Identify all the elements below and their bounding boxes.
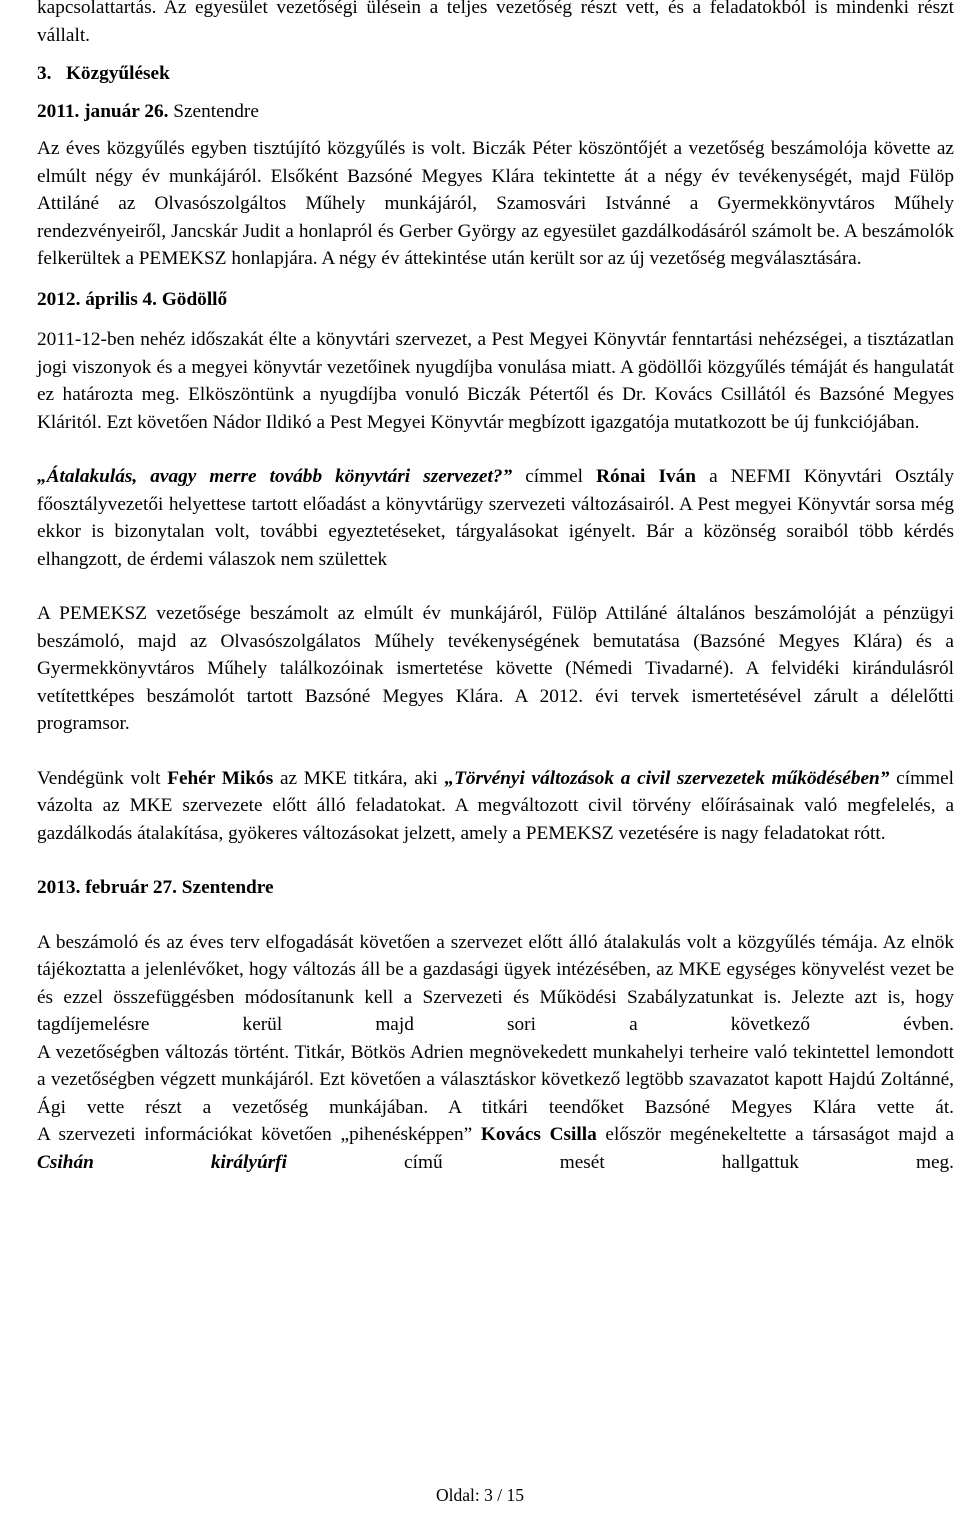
para3-connector: először megénekeltette a társaságot majd a [596,1124,954,1145]
meeting-2013-paragraph-1: A beszámoló és az éves terv elfogadását követően a szervezet előtt álló átalakulás volt a közgyűlés témája. Az elnök tájékoztatta a jelenlévőket, hogy változás áll be a gazdasági ügyek intézésében, az MKE egységes könyvelést vezet be és ezzel összefüggésben módosítanunk kell a Szervezeti és Működési Szabályzatunkat is. Jelezte azt is, hogy tagdíjemelésre kerül majd sori a következő évben. [37,931,954,1035]
meeting-2013-date: 2013. február 27. [37,877,177,898]
tale-title: Csihán királyúrfi [37,1151,287,1173]
meeting-2012-paragraph-1: 2011-12-ben nehéz időszakát élte a könyvtári szervezet, a Pest Megyei Könyvtár fenntartási nehézségei, a tisztázatlan jogi viszonyok és a megyei könyvtár vezetőinek nyugdíjba vonulása miatt. A gödöllői közgyűlés témáját és hangulatát ez határozta meg. Elköszöntünk a nyugdíjba vonuló Biczák Pétertől és Dr. Kovács Csillától és Bazsóné Megyes Kláritól. Ezt követően Nádor Ildikó a Pest Megyei Könyvtár megbízott igazgatója mutatkozott be új funkciójában. [37,329,954,433]
document-page [37,0,954,1176]
meeting-2012-place: Gödöllő [161,288,228,310]
section-title: Közgyűlések [65,63,170,84]
meeting-2011-place: Szentendre [173,100,259,122]
meeting-2011-heading [37,98,954,126]
lecture-description: a NEFMI Könyvtári Osztály főosztályvezetői helyettese tartott előadást a könyvtárügy szervezeti változásairól. A Pest megyei Könyvtár sorsa még ekkor is bizonytalan volt, további egyeztetéseket, tárgyalásokat igényelt. Bár a közönség soraiból több kérdés elhangzott, de érdemi válaszok nem születtek [37,466,954,570]
lecture-title: „Átalakulás, avagy merre tovább könyvtári szervezet?” [37,466,513,487]
meeting-2012-paragraph-4 [37,765,954,848]
meeting-2013-paragraph-2: A vezetőségben változás történt. Titkár, Bötkös Adrien megnövekedett munkahelyi terheire való tekintettel lemondott a vezetőségben végzett munkájáról. Ezt követően a választáskor következő legtöbb szavazatot kapott Hajdú Zoltánné, Ági vette részt a vezetőség munkájában. A titkári teendőket Bazsóné Megyes Klára vette át. [37,1041,954,1118]
meeting-2012-date: 2012. április 4. [37,288,157,310]
meeting-2012-heading [37,286,954,314]
guest-intro: Vendégünk volt [37,767,168,789]
meeting-2012-paragraph-3: A PEMEKSZ vezetősége beszámolt az elmúlt év munkájáról, Fülöp Attiláné általános beszámolóját a pénzügyi beszámoló, majd az Olvasószolgálatos Műhely tevékenységének bemutatása (Bazsóné Megyes Klára) és a Gyermekkönyvtáros Műhely találkozóinak ismertetése követte (Némedi Tivadarné). A felvidéki kirándulásról vetítettképes beszámolót tartott Bazsóné Megyes Klára. A 2012. évi tervek ismertetésével zárult a délelőtti programsor. [37,603,954,734]
meeting-2013-place: Szentendre [181,877,274,898]
guest-description: címmel vázolta az MKE szervezete előtt álló feladatokat. A megváltozott civil törvény előírásainak való megfelelés, a gazdálkodás átalakítása, gyökeres változásokat jelzett, amely a PEMEKSZ vezetésére is nagy feladatokat rótt. [37,767,954,844]
section-heading [37,60,954,88]
para3-ending: című mesét hallgattuk meg. [286,1151,954,1173]
meeting-2011-date: 2011. január 26. [37,100,169,122]
guest-name: Fehér Mikós [167,767,274,789]
meeting-2013-heading [37,874,954,902]
intro-paragraph: kapcsolattartás. Az egyesület vezetőségi ülésein a teljes vezetőség részt vett, és a feladatokból is mindenki részt vállalt. [37,0,954,46]
page-number-footer: Oldal: 3 / 15 [436,1485,524,1505]
meeting-2011-paragraph: Az éves közgyűlés egyben tisztújító közgyűlés is volt. Biczák Péter köszöntőjét a vezetőség beszámolója követte az elmúlt négy év munkájáról. Elsőként Bazsóné Megyes Klára tekintette át a négy év tevékenységét, majd Fülöp Attiláné az Olvasószolgáltos Műhely munkájáról, Szamosvári Istvánné a Gyermekkönyvtáros Műhely rendezvényeiről, Jancskár Judit a honlapról és Gerber György az egyesület gazdálkodásáról számolt be. A beszámolók felkerültek a PEMEKSZ honlapjára. A négy év áttekintése után került sor az új vezetőség megválasztására. [37,138,954,269]
para3-intro: A szervezeti információkat követően „pihenésképpen” [37,1124,481,1145]
section-number: 3. [37,63,52,84]
meeting-2013-paragraph-3 [37,1121,954,1176]
meeting-2012-paragraph-2 [37,463,954,573]
performer-name: Kovács Csilla [480,1124,597,1145]
lecturer-name: Rónai Iván [596,466,697,487]
guest-lecture-title: „Törvényi változások a civil szervezetek működésében” [444,767,890,789]
lecture-connector: címmel [512,466,597,487]
guest-connector: az MKE titkára, aki [273,767,445,789]
